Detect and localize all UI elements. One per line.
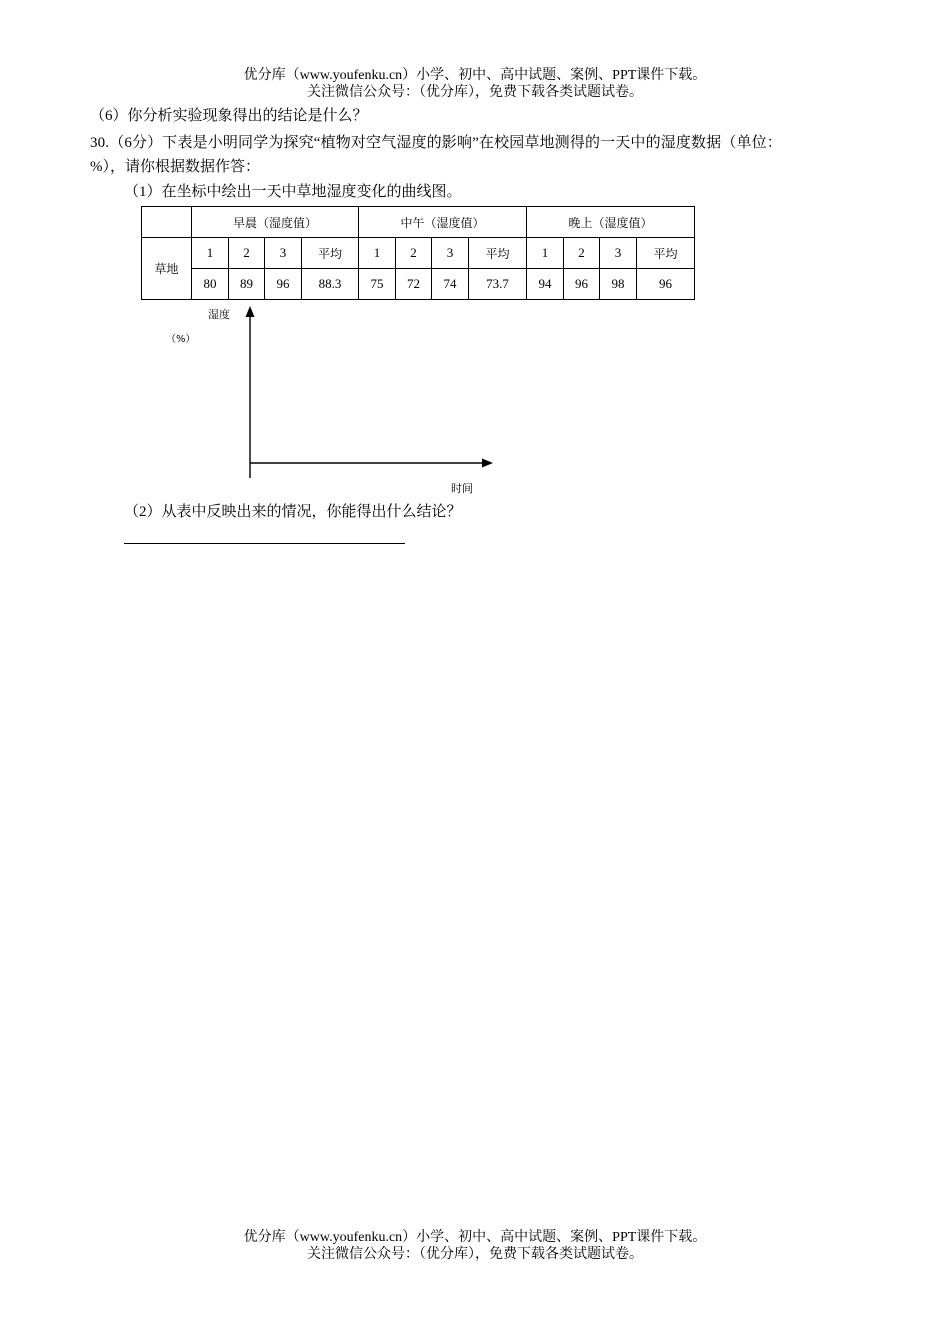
question-6: （6）你分析实验现象得出的结论是什么？: [90, 108, 368, 124]
row-label: 草地: [142, 238, 192, 300]
answer-blank-line[interactable]: [124, 543, 405, 544]
footer-line-1: 优分库（www.youfenku.cn）小学、初中、高中试题、案例、PPT课件下载。: [243, 1230, 707, 1245]
table-corner-cell: [142, 207, 192, 238]
table-cell: 73.7: [469, 269, 527, 300]
y-axis-arrow: [246, 306, 255, 317]
header-line-2: 关注微信公众号：（优分库），免费下载各类试题试卷。: [307, 85, 643, 100]
group-header-noon: 中午（湿度值）: [359, 207, 527, 238]
col-header: 平均: [469, 238, 527, 269]
table-cell: 96: [637, 269, 695, 300]
table-cell: 80: [192, 269, 229, 300]
table-cell: 96: [265, 269, 302, 300]
x-axis-label: 时间: [451, 482, 473, 495]
question-30-line-1: 30.（6分）下表是小明同学为探究“植物对空气湿度的影响”在校园草地测得的一天中的湿度数据（单位：: [90, 135, 782, 151]
sub-question-2: （2）从表中反映出来的情况，你能得出什么结论？: [124, 504, 462, 520]
col-header: 3: [432, 238, 469, 269]
table-cell: 72: [396, 269, 432, 300]
y-axis-label: 湿度: [208, 308, 230, 321]
table-cell: 74: [432, 269, 469, 300]
page-header: [0, 67, 950, 101]
x-axis-arrow: [482, 459, 493, 468]
group-header-morning: 早晨（湿度值）: [192, 207, 359, 238]
y-axis-unit: （%）: [166, 334, 196, 345]
page-footer: [0, 1229, 950, 1263]
col-header: 3: [600, 238, 637, 269]
group-header-evening: 晚上（湿度值）: [527, 207, 695, 238]
col-header: 2: [396, 238, 432, 269]
humidity-table: [141, 206, 695, 300]
table-cell: 75: [359, 269, 396, 300]
col-header: 1: [192, 238, 229, 269]
col-header: 平均: [302, 238, 359, 269]
header-line-1: 优分库（www.youfenku.cn）小学、初中、高中试题、案例、PPT课件下载。: [243, 68, 707, 83]
col-header: 1: [527, 238, 564, 269]
table-cell: 94: [527, 269, 564, 300]
table-cell: 89: [229, 269, 265, 300]
question-30-line-2: %），请你根据数据作答：: [90, 159, 260, 175]
col-header: 平均: [637, 238, 695, 269]
col-header: 3: [265, 238, 302, 269]
table-cell: 96: [564, 269, 600, 300]
col-header: 2: [564, 238, 600, 269]
col-header: 1: [359, 238, 396, 269]
blank-coordinate-axes: [238, 302, 498, 484]
sub-question-1: （1）在坐标中绘出一天中草地湿度变化的曲线图。: [124, 184, 462, 200]
table-cell: 98: [600, 269, 637, 300]
footer-line-2: 关注微信公众号：（优分库），免费下载各类试题试卷。: [307, 1247, 643, 1262]
col-header: 2: [229, 238, 265, 269]
table-cell: 88.3: [302, 269, 359, 300]
